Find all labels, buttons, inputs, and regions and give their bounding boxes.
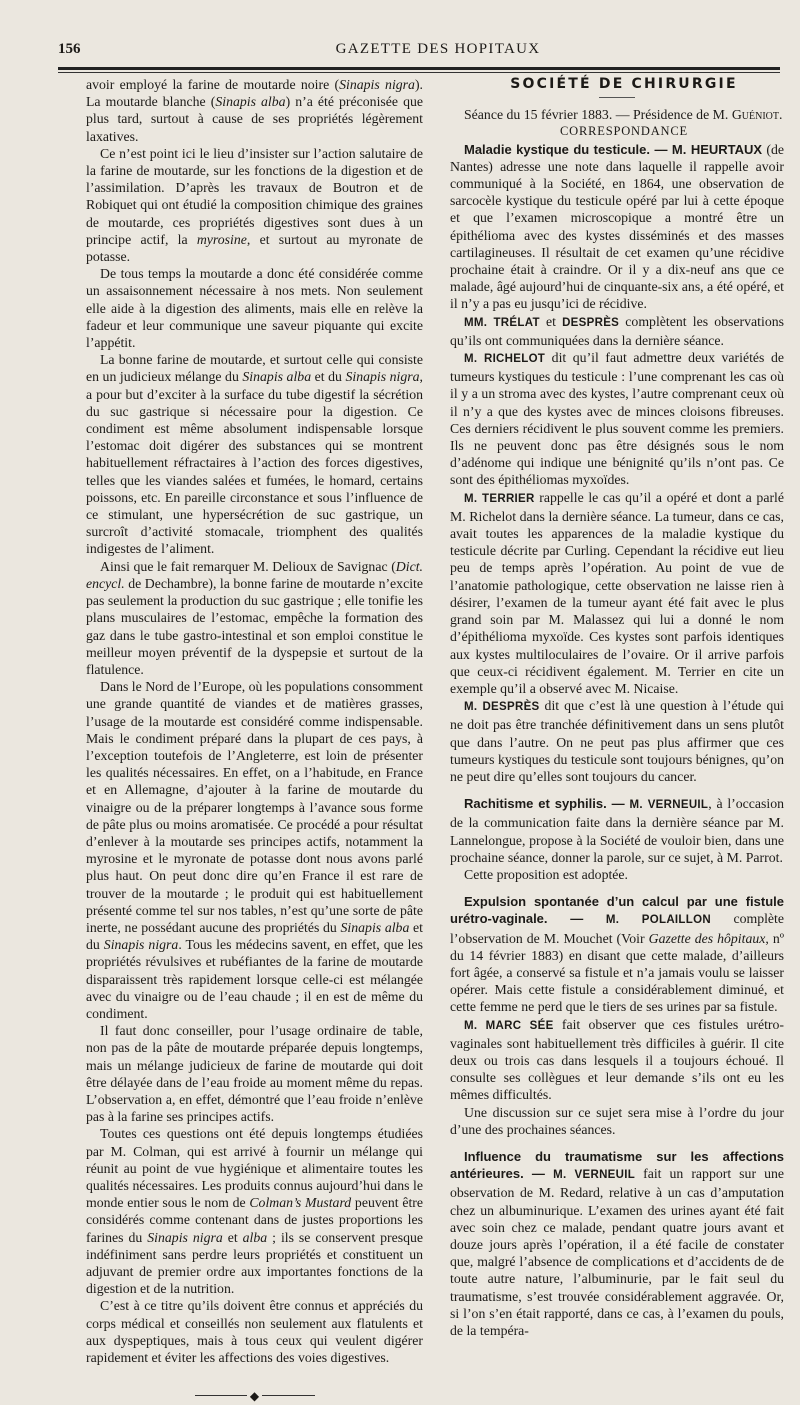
paragraph (86, 1125, 423, 1297)
text-run: complètent les observations qu’ils ont communiquées dans la dernière séance. (450, 313, 784, 348)
text-run: Toutes ces questions ont été depuis longtemps étudiées par M. Colman, qui est arrivé à fournir un mélange qui réunit au point de vue hygiénique et alimentaire toutes les qualités nécessaires. Les produits connus aujourd’hui dans le monde entier sous le nom de (86, 1126, 423, 1211)
paragraph (86, 558, 423, 678)
header-rule-thick (58, 67, 780, 70)
speaker-name: M. MARC SÉE (464, 1019, 554, 1032)
paragraph (450, 489, 784, 697)
speaker-name: M. RICHELOT (464, 353, 546, 366)
paragraph (450, 349, 784, 489)
text-run: Ainsi que le fait remarquer M. Delioux de Savignac ( (100, 558, 396, 574)
speaker-name: M. DESPRÈS (464, 701, 540, 714)
speaker-name: M. VERNEUIL (553, 1169, 636, 1182)
speaker-name: DESPRÈS (562, 316, 620, 329)
text-run: fait observer que ces fistules urétro-vaginales sont habituellement très difficiles à guérir. Il cite deux ou trois cas dans lesquels il a toujours échoué. Il consulte ses collègues et leur demande s’ils ont eu les mêmes difficultés. (450, 1016, 784, 1103)
paragraph (86, 1297, 423, 1366)
paragraph (450, 866, 784, 883)
italic-text: Sinapis nigra (339, 77, 415, 92)
paragraph (450, 1104, 784, 1138)
text-run: Dans le Nord de l’Europe, où les populations consomment une grande quantité de viandes et de matières grasses, l’usage de la moutarde est considéré comme indispensable. Mais le condiment préparé dans la plupart de ces pays, à l’exception toutefois de l’Angleterre, est loin de présenter les qualités nécessaires. En effet, on a l’habitude, en France et en Allemagne, d’ajouter à la farine de moutarde du vinaigre ou de la préparer longtemps à l’avance sous forme de pâte plus ou moins aromatisée. Ce procédé a pour résultat d’enlever à la moutarde ses principes actifs, notamment la myrosine et le myronate de potasse dont nous avons parlé plus haut. On peut donc dire qu’en France il est rare de trouver de la moutarde ; le produit qui est habituellement présenté comme tel sur nos tables, n’est qu’une sorte de pâte inerte, ne possédant aucune des propriétés du (86, 679, 424, 935)
heading-text: Maladie kystique du testicule. — (464, 141, 672, 157)
page-number: 156 (58, 41, 81, 57)
italic-text: Colman’s Mustard (249, 1195, 352, 1211)
paragraph (450, 1148, 784, 1339)
text-run: , nº du 14 février 1883) en disant que cette malade, d’ailleurs fort âgée, a conservé sa fistule et n’a jamais voulu se laisser opérer. Mais cette fistule a considérablement diminué, et cette femme ne perd que le tiers de ses urines par sa fistule. (450, 930, 785, 1015)
text-run: , à l’occasion de la communication faite dans la dernière séance par M. Lannelongue, propose à la Société de vouloir bien, dans une prochaine séance, donner la parole, sur ce sujet, à M. Parrot. (450, 796, 785, 865)
italic-text: Sinapis nigra (147, 1229, 223, 1245)
text-run: Cette proposition est adoptée. (464, 866, 628, 882)
text-run: de Dechambre), la bonne farine de moutarde n’excite pas seulement la production du suc gastrique ; elle tonifie les plans musculaires de l’estomac, empêche la formation des gaz dans le tube gastro-intestinal et son emploi constitue le meilleur moyen préventif de la dyspepsie et surtout de la flatulence. (86, 575, 423, 677)
italic-text: alba (242, 1229, 268, 1245)
italic-text: Sinapis alba (215, 94, 286, 110)
italic-text: Gazette des hôpitaux (648, 930, 766, 946)
text-run: et (222, 1229, 243, 1245)
speaker-name: M. POLAILLON (605, 914, 711, 927)
section-heading: CORRESPONDANCE (560, 124, 688, 139)
left-column (86, 76, 423, 1405)
end-ornament: ◆ (195, 1388, 315, 1405)
society-title: SOCIÉTÉ DE CHIRURGIE (510, 76, 738, 92)
text-run: et (539, 313, 563, 329)
italic-text: myrosine (196, 231, 247, 247)
italic-text: Sinapis alba (242, 369, 312, 385)
paragraph (450, 1016, 784, 1104)
italic-text: Sinapis alba (340, 919, 410, 935)
paragraph (86, 145, 423, 265)
heading-text: Expulsion spontanée d’un calcul par une fistule urétro-vaginale. — (450, 894, 784, 927)
right-column (450, 76, 784, 1339)
paragraph (86, 678, 423, 1022)
paragraph (450, 697, 784, 785)
text-run: C’est à ce titre qu’ils doivent être connus et appréciés du corps médical et conseillés non seulement aux flatulents et aux dyspeptiques, mais à tous ceux qui veulent digérer rapidement et éviter les affections des voies digestives. (86, 1298, 423, 1366)
text-run: ) n’a été préconisée que plus tard, surtout à cause de ses propriétés légèrement laxatives. (86, 94, 424, 144)
paragraph (450, 141, 784, 313)
text-run: Une discussion sur ce sujet sera mise à l’ordre du jour d’une des prochaines séances. (450, 1104, 784, 1137)
paragraph (86, 1022, 423, 1125)
text-run: De tous temps la moutarde a donc été considérée comme un assaisonnement nécessaire à nos mets. Non seulement elle aide à la digestion des aliments, mais elle en relève la fadeur et leur communique une saveur piquante qui excite l’appétit. (86, 266, 423, 351)
text-run: et du (311, 369, 346, 385)
text-run: dit que c’est là une question à l’étude qui ne doit pas être tranchée définitivement dans un sens plutôt que dans l’autre. On ne peut pas plus affirmer que ces tumeurs kystiques du testicule sont toujours bénignes, qu’on ne peut dire qu’elles sont toujours du cancer. (450, 698, 784, 784)
paragraph (450, 795, 784, 866)
text-run: fait un rapport sur une observation de M. Redard, relative à un cas d’amputation chez un albuminurique. L’examen des urines ayant été fait avec soin chez ce malade, pendant quatre jours avant et douze jours après l’opération, il a été facile de constater que, malgré l’absence de complications et d’accidents de de toute autre nature, l’albuminurie, par le fait seul du traumatisme, s’est trouvée considérablement aggravée. Or, si l’on s’en était rapporté, dans ce cas, à l’examen du pouls, de la tempéra- (450, 1166, 784, 1339)
text-run: peuvent être considérés comme contenant dans de justes proportions les farines du (86, 1195, 423, 1245)
header-rule-thin (58, 72, 780, 73)
text-run: complète l’observation de M. Mouchet (Voir (450, 911, 785, 946)
paragraph (450, 893, 784, 1015)
text-run: . Tous les médecins savent, en effet, que les propriétés révulsives et rubéfiantes de la farine de moutarde disparaissent très rapidement lorsque celle-ci est mélangée avec du vinaigre ou de l’eau chaude ; il en est de même du condiment. (86, 937, 423, 1021)
italic-text: Dict. encycl. (86, 558, 423, 591)
speaker-name: M. TERRIER (464, 492, 535, 505)
text-run: Ce n’est point ici le lieu d’insister sur l’action salutaire de la farine de moutarde, sur les fonctions de la digestion et de l’assimilation. D’après les travaux de Boutron et de Robiquet qui ont étudié la composition chimique des graines de moutarde, ces propriétés digestives sont dues à un principe actif, la (86, 145, 423, 247)
text-run: dit qu’il faut admettre deux variétés de tumeurs kystiques du testicule : l’une comprenant les cas où il y a un stroma avec des kystes, l’autre comprenant ceux où il n’y a que des kystes avec de minces cloisons fibreuses. Ces derniers récidivent le plus souvent comme les premiers. Ils ne peuvent donc pas être désignés sous le nom d’adénome qui indique une bénignité qu’ils n’ont pas. Ce sont des épithéliomas myxoïdes. (450, 350, 784, 488)
heading-text: Influence du traumatisme sur les affections antérieures. — (450, 1148, 784, 1182)
heading-text: Rachitisme et syphilis. — (464, 796, 630, 812)
session-line: Séance du 15 février 1883. — Présidence de M. Guéniot. (464, 107, 783, 123)
paragraph (86, 76, 423, 145)
text-run: avoir employé la farine de moutarde noire ( (86, 77, 340, 92)
speaker-name: M. VERNEUIL (629, 799, 709, 812)
president-name: Guéniot (731, 107, 779, 123)
paragraph (86, 265, 423, 351)
text-run: La bonne farine de moutarde, et surtout celle qui consiste en un judicieux mélange du (86, 352, 423, 385)
text-run: et du (86, 919, 424, 953)
journal-title: GAZETTE DES HOPITAUX (335, 41, 541, 57)
text-run: Il faut donc conseiller, pour l’usage ordinaire de table, non pas de la pâte de moutarde préparée depuis longtemps, mais un mélange judicieux de farine de moutarde qui doit être délayée dans de l’eau froide au moment même du repas. L’observation a, en effet, démontré que l’eau froide n’enlève pas à la farine ses principes actifs. (86, 1023, 423, 1125)
paragraph (450, 313, 784, 349)
text-run: ). La moutarde blanche ( (86, 77, 423, 110)
italic-text: Sinapis nigra (103, 937, 179, 953)
italic-text: Sinapis nigra (345, 369, 420, 385)
small-rule (599, 97, 635, 98)
paragraph (86, 351, 423, 557)
text-run: (de Nantes) adresse une note dans laquelle il rappelle avoir communiqué à la Société, en 1864, une observation de sarcocèle kystique du testicule opéré par lui à cette époque et que l’examen microscopique a montré être un épithélioma avec des kystes disséminés et des masses cartilagineuses. Il résultait de cet examen qu’une récidive prochaine était à craindre. Or il y a dix-neuf ans que ce malade, âgé aujourd’hui de cinquante-six ans, a été opéré, et il n’y a pas eu jusqu’ici de récidive. (450, 141, 784, 312)
heading-text: M. HEURTAUX (671, 141, 763, 157)
text-run: , et surtout au myronate de potasse. (86, 231, 424, 265)
text-run: rappelle le cas qu’il a opéré et dont a parlé M. Richelot dans la dernière séance. La tumeur, dans ce cas, avait toutes les apparences de la maladie kystique du testicule décrite par Curling. Cependant la récidive eut lieu peu de temps après l’opération. Au point de vue de l’anatomie pathologique, cette observation ne laisse rien à désirer, l’examen de la tumeur ayant été fait avec le plus grand soin par M. Malassez qui lui a donné le nom d’épithélioma myxoïde. Ces kystes sont parfois identiques aux kystes multiloculaires de l’ovaire. Or il arrive parfois que ceux-ci récidivent également. M. Terrier en cite un exemple qu’il a observé avec M. Nicaise. (450, 489, 784, 696)
speaker-name: MM. TRÉLAT (464, 316, 540, 329)
text-run: , a pour but d’exciter à la surface du tube digestif la sécrétion du suc gastrique si nécessaire pour la digestion. Ce condiment est même absolument indispensable lorsque l’estomac doit digérer des substances qui se montrent habituellement réfractaires à l’action des forces digestives, telles que les viandes salées et fumées, le homard, certains poissons, etc. En pareille circonstance et sous l’influence de ce stimulant, une hypersécrétion de suc gastrique, un surcroît d’activité stomacale, triomphent des qualités indigestes de l’aliment. (86, 369, 423, 557)
text-run: ; ils se conservent presque indéfiniment sans perdre leurs propriétés et constituent un adjuvant de premier ordre aux importantes fonctions de la digestion et de la nutrition. (86, 1229, 424, 1297)
page-header (58, 36, 780, 62)
